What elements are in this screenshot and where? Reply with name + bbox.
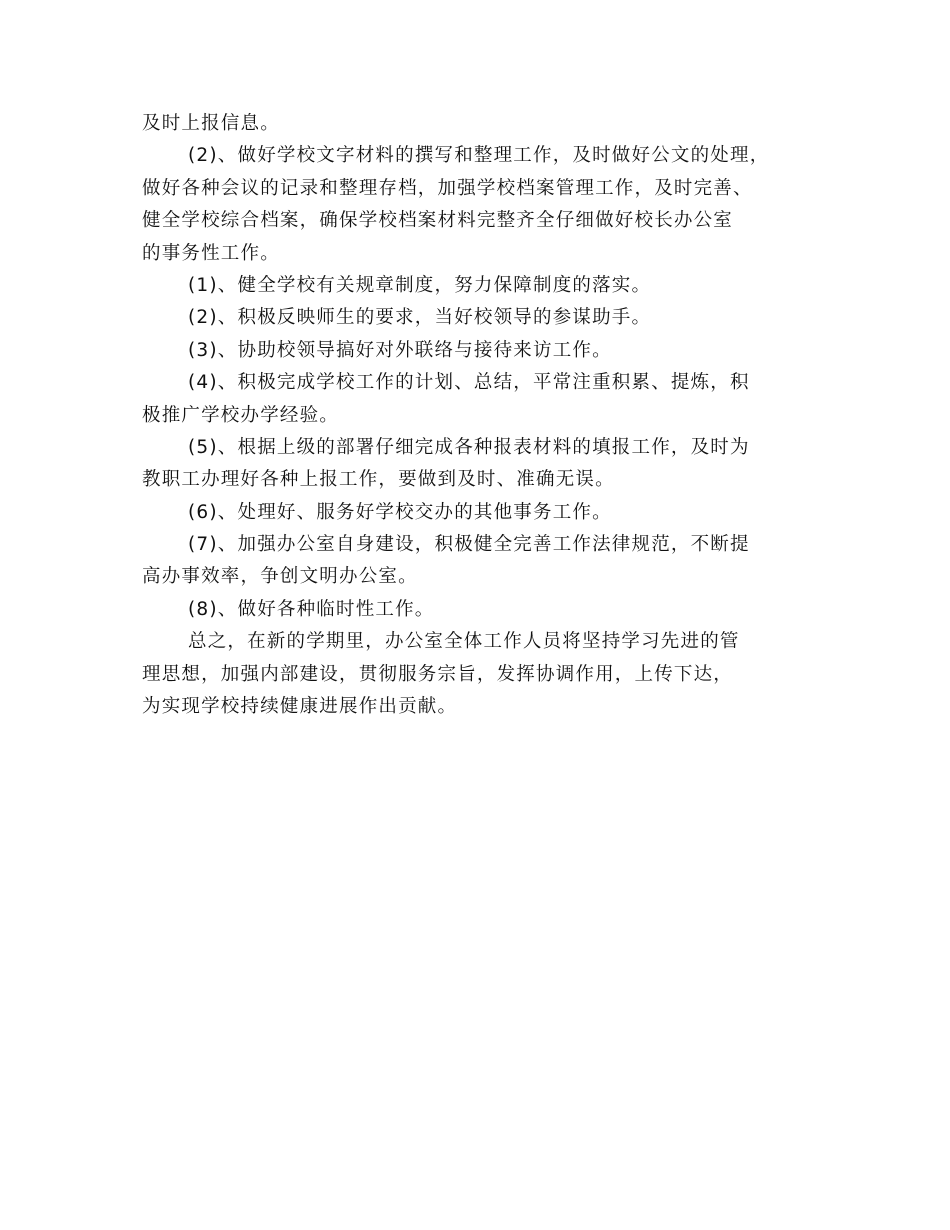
text-line: (8)、做好各种临时性工作。: [188, 598, 435, 620]
text-line: 为实现学校持续健康进展作出贡献。: [142, 696, 458, 718]
text-line: (6)、处理好、服务好学校交办的其他事务工作。: [188, 501, 612, 523]
text-line: 健全学校综合档案，确保学校档案材料完整齐全仔细做好校长办公室: [142, 210, 734, 232]
text-line: 总之，在新的学期里，办公室全体工作人员将坚持学习先进的管: [188, 631, 740, 653]
text-line: (1)、健全学校有关规章制度，努力保障制度的落实。: [188, 274, 652, 296]
text-line: 及时上报信息。: [142, 113, 280, 134]
text-line: (4)、积极完成学校工作的计划、总结，平常注重积累、提炼，积: [188, 372, 750, 394]
text-line: 教职工办理好各种上报工作，要做到及时、准确无误。: [142, 469, 615, 491]
text-line: 的事务性工作。: [142, 242, 280, 264]
text-line: 高办事效率，争创文明办公室。: [142, 566, 418, 588]
text-line: (5)、根据上级的部署仔细完成各种报表材料的填报工作，及时为: [188, 436, 750, 458]
text-line: (7)、加强办公室自身建设，积极健全完善工作法律规范，不断提: [188, 534, 750, 556]
text-line: 做好各种会议的记录和整理存档，加强学校档案管理工作，及时完善、: [142, 177, 753, 199]
text-line: (2)、做好学校文字材料的撰写和整理工作，及时做好公文的处理，: [188, 145, 770, 167]
text-line: (3)、协助校领导搞好对外联络与接待来访工作。: [188, 339, 612, 361]
document-page: [142, 108, 822, 723]
text-line: (2)、积极反映师生的要求，当好校领导的参谋助手。: [188, 307, 652, 329]
text-line: 理思想，加强内部建设，贯彻服务宗旨，发挥协调作用，上传下达，: [142, 663, 734, 685]
text-line: 极推广学校办学经验。: [142, 404, 340, 426]
